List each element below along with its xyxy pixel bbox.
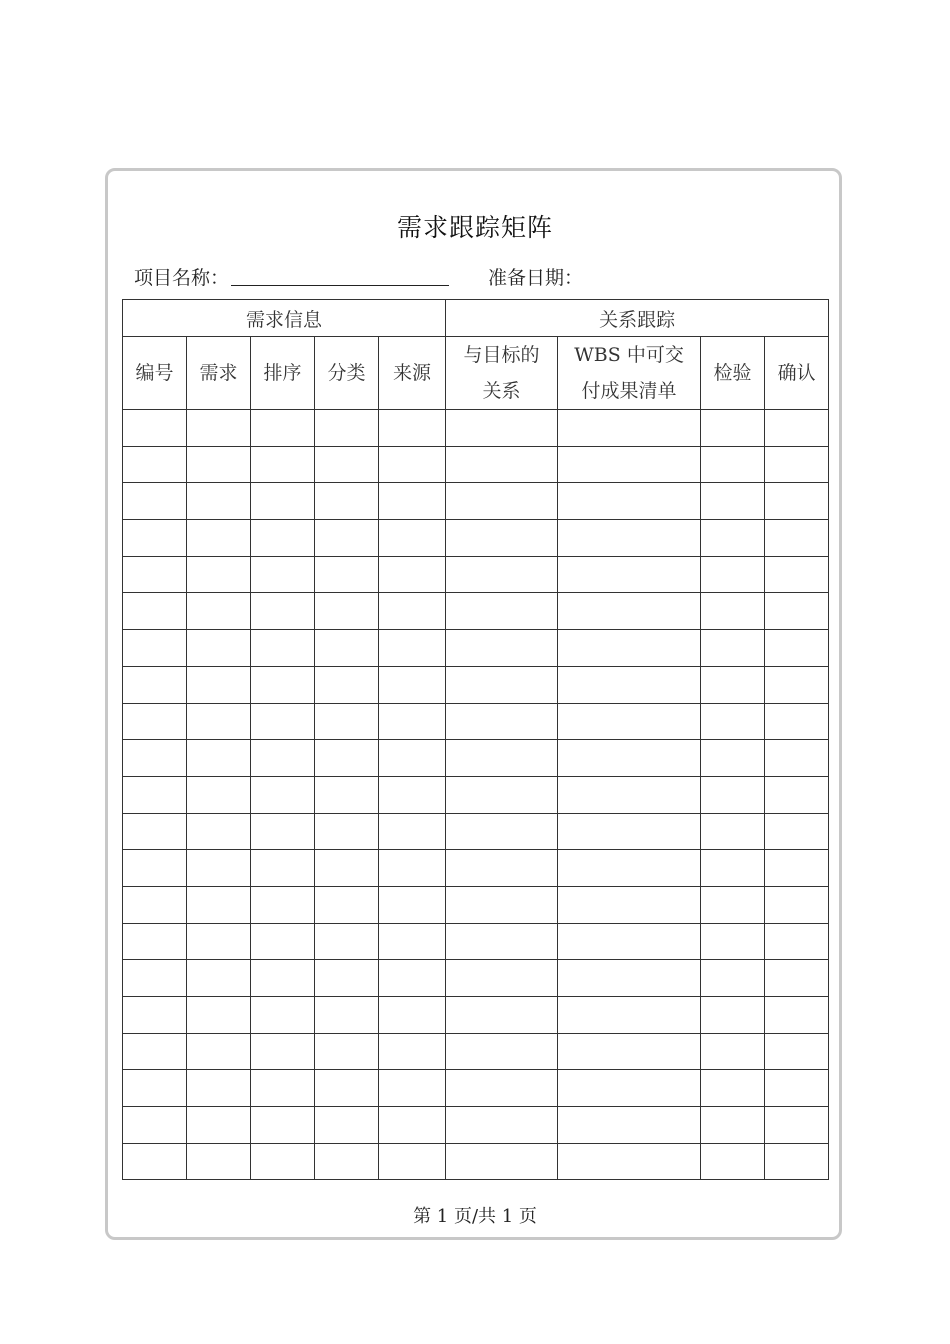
- table-cell[interactable]: [187, 666, 251, 703]
- table-cell[interactable]: [701, 483, 765, 520]
- table-cell[interactable]: [315, 446, 379, 483]
- table-cell[interactable]: [379, 740, 446, 777]
- table-cell[interactable]: [765, 886, 829, 923]
- table-cell[interactable]: [765, 850, 829, 887]
- table-cell[interactable]: [558, 923, 701, 960]
- table-row: [123, 556, 829, 593]
- page-footer: 第 1 页/共 1 页: [413, 1206, 537, 1227]
- table-cell[interactable]: [315, 813, 379, 850]
- table-cell[interactable]: [187, 960, 251, 997]
- table-cell[interactable]: [123, 850, 187, 887]
- table-cell[interactable]: [251, 997, 315, 1034]
- table-cell[interactable]: [187, 1143, 251, 1180]
- table-cell[interactable]: [379, 1107, 446, 1144]
- table-cell[interactable]: [251, 556, 315, 593]
- table-row: [123, 703, 829, 740]
- table-row: [123, 960, 829, 997]
- table-cell[interactable]: [123, 630, 187, 667]
- table-row: [123, 410, 829, 447]
- table-row: [123, 666, 829, 703]
- meta-row: [134, 264, 584, 292]
- table-cell[interactable]: [765, 740, 829, 777]
- table-cell[interactable]: [701, 520, 765, 557]
- table-cell[interactable]: [446, 1107, 558, 1144]
- table-cell[interactable]: [446, 630, 558, 667]
- table-cell[interactable]: [251, 1143, 315, 1180]
- table-cell[interactable]: [123, 593, 187, 630]
- table-cell[interactable]: [446, 1070, 558, 1107]
- table-cell[interactable]: [379, 960, 446, 997]
- table-cell[interactable]: [315, 593, 379, 630]
- table-cell[interactable]: [123, 886, 187, 923]
- table-cell[interactable]: [123, 740, 187, 777]
- table-cell[interactable]: [187, 483, 251, 520]
- table-row: [123, 593, 829, 630]
- table-cell[interactable]: [446, 593, 558, 630]
- table-cell[interactable]: [765, 446, 829, 483]
- table-cell[interactable]: [379, 483, 446, 520]
- col-header-wbs-deliverables: WBS 中可交付成果清单: [558, 337, 701, 410]
- group-header-row: [123, 300, 829, 337]
- table-cell[interactable]: [315, 1033, 379, 1070]
- table-cell[interactable]: [187, 1107, 251, 1144]
- table-cell[interactable]: [379, 850, 446, 887]
- table-cell[interactable]: [446, 960, 558, 997]
- col-header-requirement: 需求: [187, 337, 251, 410]
- table-cell[interactable]: [251, 1070, 315, 1107]
- table-cell[interactable]: [251, 740, 315, 777]
- table-cell[interactable]: [446, 923, 558, 960]
- table-cell[interactable]: [187, 740, 251, 777]
- table-cell[interactable]: [558, 556, 701, 593]
- table-cell[interactable]: [446, 740, 558, 777]
- table-cell[interactable]: [765, 483, 829, 520]
- table-cell[interactable]: [187, 446, 251, 483]
- table-cell[interactable]: [446, 483, 558, 520]
- table-cell[interactable]: [123, 446, 187, 483]
- table-cell[interactable]: [701, 410, 765, 447]
- table-cell[interactable]: [187, 1070, 251, 1107]
- table-cell[interactable]: [558, 593, 701, 630]
- table-cell[interactable]: [701, 997, 765, 1034]
- table-cell[interactable]: [701, 446, 765, 483]
- table-cell[interactable]: [251, 776, 315, 813]
- group-header-requirement-info: 需求信息: [123, 300, 446, 337]
- table-cell[interactable]: [315, 886, 379, 923]
- col-header-id: 编号: [123, 337, 187, 410]
- table-cell[interactable]: [558, 776, 701, 813]
- table-cell[interactable]: [558, 1033, 701, 1070]
- table-cell[interactable]: [187, 556, 251, 593]
- table-cell[interactable]: [315, 1070, 379, 1107]
- table-cell[interactable]: [701, 556, 765, 593]
- table-cell[interactable]: [315, 997, 379, 1034]
- table-row: [123, 1033, 829, 1070]
- table-cell[interactable]: [379, 1143, 446, 1180]
- table-cell[interactable]: [701, 666, 765, 703]
- table-cell[interactable]: [123, 776, 187, 813]
- table-cell[interactable]: [251, 886, 315, 923]
- table-cell[interactable]: [187, 1033, 251, 1070]
- table-cell[interactable]: [446, 446, 558, 483]
- table-row: [123, 630, 829, 667]
- table-cell[interactable]: [765, 593, 829, 630]
- table-cell[interactable]: [251, 1033, 315, 1070]
- table-cell[interactable]: [701, 630, 765, 667]
- table-cell[interactable]: [123, 813, 187, 850]
- table-cell[interactable]: [558, 960, 701, 997]
- table-cell[interactable]: [123, 410, 187, 447]
- table-row: [123, 997, 829, 1034]
- table-cell[interactable]: [446, 703, 558, 740]
- table-cell[interactable]: [187, 776, 251, 813]
- table-cell[interactable]: [765, 520, 829, 557]
- table-row: [123, 1070, 829, 1107]
- table-cell[interactable]: [123, 923, 187, 960]
- table-cell[interactable]: [123, 1107, 187, 1144]
- table-cell[interactable]: [701, 1070, 765, 1107]
- table-cell[interactable]: [315, 960, 379, 997]
- table-cell[interactable]: [251, 483, 315, 520]
- table-cell[interactable]: [315, 520, 379, 557]
- table-cell[interactable]: [558, 483, 701, 520]
- col-header-source: 来源: [379, 337, 446, 410]
- table-cell[interactable]: [315, 1143, 379, 1180]
- table-cell[interactable]: [446, 1033, 558, 1070]
- col-header-validation: 确认: [765, 337, 829, 410]
- table-row: [123, 1107, 829, 1144]
- table-cell[interactable]: [379, 666, 446, 703]
- table-cell[interactable]: [315, 776, 379, 813]
- table-cell[interactable]: [446, 850, 558, 887]
- table-cell[interactable]: [251, 410, 315, 447]
- table-cell[interactable]: [379, 813, 446, 850]
- table-cell[interactable]: [379, 703, 446, 740]
- table-cell[interactable]: [701, 1143, 765, 1180]
- table-cell[interactable]: [187, 850, 251, 887]
- table-cell[interactable]: [558, 630, 701, 667]
- table-cell[interactable]: [123, 520, 187, 557]
- table-cell[interactable]: [701, 740, 765, 777]
- table-row: [123, 446, 829, 483]
- prepare-date-label: 准备日期：: [488, 267, 584, 289]
- table-cell[interactable]: [558, 850, 701, 887]
- table-cell[interactable]: [558, 740, 701, 777]
- table-cell[interactable]: [558, 886, 701, 923]
- table-row: [123, 483, 829, 520]
- table-cell[interactable]: [187, 997, 251, 1034]
- table-cell[interactable]: [251, 1107, 315, 1144]
- table-row: [123, 813, 829, 850]
- table-cell[interactable]: [379, 520, 446, 557]
- table-cell[interactable]: [379, 776, 446, 813]
- table-cell[interactable]: [379, 593, 446, 630]
- table-cell[interactable]: [701, 886, 765, 923]
- table-cell[interactable]: [315, 1107, 379, 1144]
- table-cell[interactable]: [251, 960, 315, 997]
- table-cell[interactable]: [251, 813, 315, 850]
- table-row: [123, 520, 829, 557]
- table-cell[interactable]: [765, 1070, 829, 1107]
- table-row: [123, 923, 829, 960]
- table-cell[interactable]: [379, 1070, 446, 1107]
- table-cell[interactable]: [379, 556, 446, 593]
- table-cell[interactable]: [251, 703, 315, 740]
- table-cell[interactable]: [123, 1143, 187, 1180]
- table-cell[interactable]: [123, 666, 187, 703]
- table-cell[interactable]: [187, 813, 251, 850]
- table-cell[interactable]: [379, 1033, 446, 1070]
- table-cell[interactable]: [123, 1033, 187, 1070]
- table-cell[interactable]: [701, 776, 765, 813]
- table-cell[interactable]: [379, 446, 446, 483]
- table-cell[interactable]: [765, 666, 829, 703]
- table-cell[interactable]: [558, 520, 701, 557]
- table-cell[interactable]: [558, 1107, 701, 1144]
- table-cell[interactable]: [765, 556, 829, 593]
- table-cell[interactable]: [251, 446, 315, 483]
- traceability-table: [122, 299, 829, 1180]
- column-header-row: [123, 337, 829, 410]
- table-cell[interactable]: [251, 593, 315, 630]
- table-cell[interactable]: [315, 556, 379, 593]
- table-cell[interactable]: [558, 446, 701, 483]
- col-header-priority: 排序: [251, 337, 315, 410]
- table-cell[interactable]: [765, 1033, 829, 1070]
- table-cell[interactable]: [558, 1143, 701, 1180]
- table-cell[interactable]: [446, 666, 558, 703]
- table-cell[interactable]: [446, 997, 558, 1034]
- table-cell[interactable]: [123, 703, 187, 740]
- table-cell[interactable]: [379, 630, 446, 667]
- table-cell[interactable]: [379, 886, 446, 923]
- table-cell[interactable]: [251, 923, 315, 960]
- table-cell[interactable]: [446, 410, 558, 447]
- table-cell[interactable]: [123, 960, 187, 997]
- table-cell[interactable]: [123, 556, 187, 593]
- table-cell[interactable]: [251, 666, 315, 703]
- table-cell[interactable]: [701, 813, 765, 850]
- table-cell[interactable]: [187, 593, 251, 630]
- project-name-label: 项目名称：: [134, 267, 230, 289]
- table-cell[interactable]: [446, 813, 558, 850]
- project-name-field[interactable]: [231, 264, 449, 286]
- table-cell[interactable]: [765, 703, 829, 740]
- group-header-relationship-tracking: 关系跟踪: [446, 300, 829, 337]
- table-cell[interactable]: [187, 703, 251, 740]
- table-cell[interactable]: [558, 1070, 701, 1107]
- table-cell[interactable]: [446, 1143, 558, 1180]
- table-cell[interactable]: [187, 886, 251, 923]
- table-cell[interactable]: [379, 410, 446, 447]
- table-cell[interactable]: [765, 410, 829, 447]
- table-cell[interactable]: [701, 703, 765, 740]
- table-cell[interactable]: [315, 483, 379, 520]
- table-cell[interactable]: [446, 776, 558, 813]
- table-row: [123, 740, 829, 777]
- table-cell[interactable]: [446, 520, 558, 557]
- table-cell[interactable]: [315, 410, 379, 447]
- document-title: 需求跟踪矩阵: [396, 213, 553, 242]
- col-header-category: 分类: [315, 337, 379, 410]
- col-header-objective-relation: 与目标的关系: [446, 337, 558, 410]
- table-row: [123, 776, 829, 813]
- table-cell[interactable]: [187, 923, 251, 960]
- table-cell[interactable]: [187, 410, 251, 447]
- table-cell[interactable]: [446, 556, 558, 593]
- table-cell[interactable]: [701, 923, 765, 960]
- table-cell[interactable]: [251, 520, 315, 557]
- table-cell[interactable]: [187, 520, 251, 557]
- table-cell[interactable]: [558, 703, 701, 740]
- table-cell[interactable]: [701, 850, 765, 887]
- table-cell[interactable]: [123, 997, 187, 1034]
- table-cell[interactable]: [446, 886, 558, 923]
- table-cell[interactable]: [701, 1107, 765, 1144]
- table-cell[interactable]: [558, 410, 701, 447]
- table-cell[interactable]: [379, 997, 446, 1034]
- table-cell[interactable]: [765, 1143, 829, 1180]
- table-cell[interactable]: [315, 740, 379, 777]
- col-header-verification: 检验: [701, 337, 765, 410]
- table-cell[interactable]: [765, 776, 829, 813]
- table-cell[interactable]: [315, 630, 379, 667]
- table-cell[interactable]: [765, 630, 829, 667]
- table-cell[interactable]: [558, 813, 701, 850]
- table-cell[interactable]: [315, 703, 379, 740]
- table-cell[interactable]: [701, 960, 765, 997]
- table-row: [123, 850, 829, 887]
- table-row: [123, 886, 829, 923]
- table-cell[interactable]: [315, 923, 379, 960]
- table-cell[interactable]: [765, 960, 829, 997]
- table-body: [123, 410, 829, 1180]
- table-cell[interactable]: [765, 997, 829, 1034]
- table-cell[interactable]: [558, 997, 701, 1034]
- table-cell[interactable]: [187, 630, 251, 667]
- table-cell[interactable]: [765, 813, 829, 850]
- table-row: [123, 1143, 829, 1180]
- table-cell[interactable]: [765, 1107, 829, 1144]
- table-cell[interactable]: [701, 1033, 765, 1070]
- table-cell[interactable]: [765, 923, 829, 960]
- table-cell[interactable]: [251, 850, 315, 887]
- table-cell[interactable]: [558, 666, 701, 703]
- table-cell[interactable]: [379, 923, 446, 960]
- table-cell[interactable]: [123, 483, 187, 520]
- table-cell[interactable]: [123, 1070, 187, 1107]
- table-cell[interactable]: [701, 593, 765, 630]
- table-cell[interactable]: [315, 666, 379, 703]
- table-cell[interactable]: [251, 630, 315, 667]
- table-cell[interactable]: [315, 850, 379, 887]
